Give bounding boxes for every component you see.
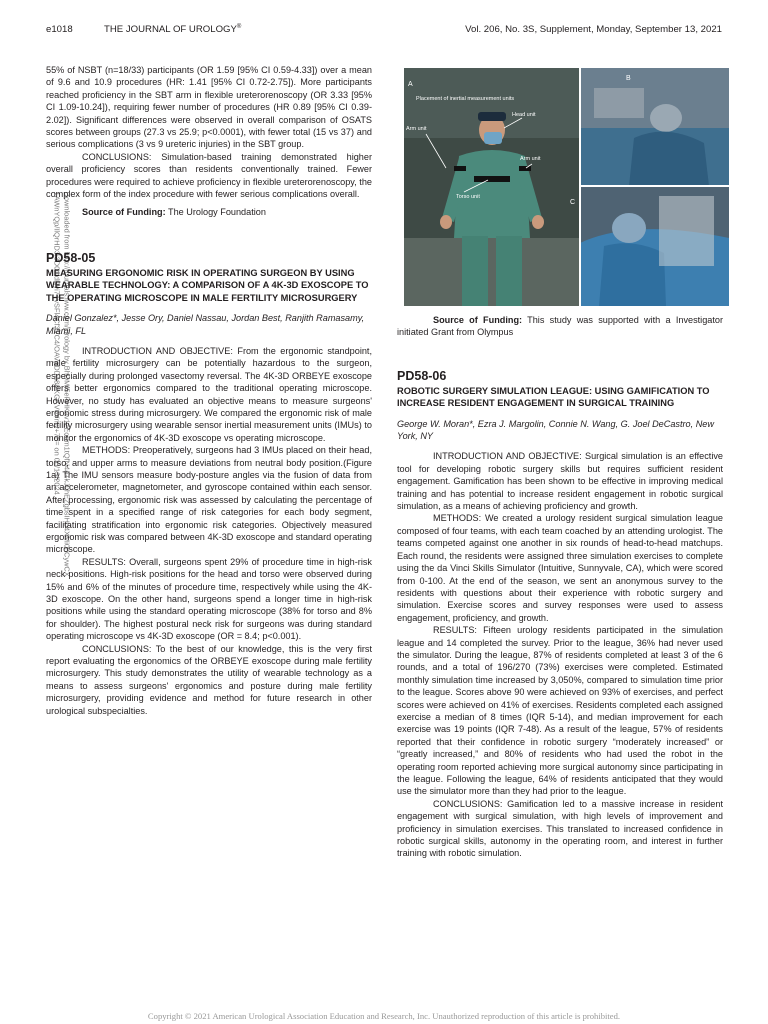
abstract-conclusions: CONCLUSIONS: Gamification led to a massive increase in resident engagement with surgical simulation, with high levels of improvement and proficiency in simulation exercises. This translated to increased confidence in robotic surgical skills, autonomy in the operating room, and interest in further training with robotic simulation. [397, 798, 723, 859]
figure-label-placement: Placement of inertial measurement units [416, 96, 515, 102]
abstract-id: PD58-06 [397, 368, 447, 383]
abstract-results: RESULTS: Fifteen urology residents participated in the simulation league and 14 completed the survey. Prior to the league, 36% had never used the simulator. During the league, 87% of residents completed at least 3 of the 6 rounds, and a total of 196/270 (73%) exercises were completed. Estimated monthly simulation time increased by 3,050%, compared to simulation time prior to the league. Scores above 90 were achieved on 93% of exercises, and perfect scores were achieved on 41% of exercises. Residents completed each assigned exercise a median of 8 times (IQR 5-14), and median improvement for each exercise was 19 points (IQR 7-48). As a result of the league, 57% of residents reported that their confidence in robotic surgery “moderately increased” or “greatly increased,” and 80% of residents who had used the robot in the operating room reported achieving more surgical autonomy since participating in the league. Following the league, 64% of residents anticipated that they would use the simulator more than they had prior to the league. [397, 625, 723, 797]
figure-label-arm-left: Arm unit [406, 126, 427, 132]
funding-label: Source of Funding: [82, 207, 166, 218]
prior-abstract-funding [46, 206, 372, 218]
figure-photo-composite [404, 68, 729, 306]
abstract-methods: METHODS: We created a urology resident surgical simulation league composed of four teams, with each team coached by an attending urologist. The teams competed against one another in six rounds of head-to-head matchups. Each round, the residents were assigned three simulation exercises to complete using the da Vinci Skills Simulator (Intuitive, Sunnyvale, CA), which were scored from 0-100. At the end of the season, we sent an anonymous survey to the residents with questions about their experience with robotic surgery and simulation. Exercise scores and survey responses were used to assess engagement, proficiency, and growth. [397, 513, 723, 623]
download-note-line1: Downloaded from http://journals.lww.com/jurology by BhDMf5ePHKav1zEoum1tQfN4a+kJLhEZgbsIHo4XMi0hCywCX [62, 191, 72, 577]
right-column [397, 314, 723, 860]
figure-label-torso: Torso unit [456, 194, 480, 200]
figure-1 [404, 68, 729, 306]
issue-info: Vol. 206, No. 3S, Supplement, Monday, September 13, 2021 [465, 24, 722, 35]
journal-title [104, 24, 241, 35]
figure-funding [397, 314, 723, 339]
registered-mark: ® [236, 24, 242, 30]
figure-panel-b-label: B [626, 75, 631, 82]
abstract-authors: George W. Moran*, Ezra J. Margolin, Connie N. Wang, G. Joel DeCastro, New York, NY [397, 418, 714, 442]
abstract-results: RESULTS: Overall, surgeons spent 29% of procedure time in high-risk neck positions. High-risk positions for the head and torso were observed during 15% and 6% of the minutes of procedure time, respectively while using the 4K-3D exoscope. On the other hand, surgeons spend a longer time in high-risk positions while using the standard operating microscope (38% for torso and 8% for shoulder). The highest postural neck risk for surgeons was during standard operating microscope vs 4K-3D exoscope (OR = 8.4; p<0.001). [46, 556, 372, 642]
copyright-footer: Copyright © 2021 American Urological Association Education and Research, Inc. Unauthorized reproduction of this article is prohibited. [147, 1011, 621, 1021]
abstract-title: MEASURING ERGONOMIC RISK IN OPERATING SURGEON BY USING WEARABLE TECHNOLOGY: A COMPARISON OF A 4K-3D EXOSCOPE TO THE OPERATING MICROSCOPE IN MALE FERTILITY MICROSURGERY [46, 267, 369, 303]
prior-abstract-conclusions: CONCLUSIONS: Simulation-based training demonstrated higher overall proficiency scores than residents conventionally trained. Fewer procedures were required to achieve proficiency in flexible ureterorenoscopy, the complex form of the index procedure with fewer serious complications overall. [46, 151, 372, 200]
download-note-line2: 1AWnYQp/IlQrHD3i3D0OdRyi7TvSFl4Cf3VC4/OAVpDDa8KKGKV0Ymy+78= on 06/13/2024 [53, 191, 62, 495]
abstract-conclusions: CONCLUSIONS: To the best of our knowledge, this is the very first report evaluating the ergonomics of the ORBEYE exoscope during male fertility microsurgery. This study demonstrates the utility of wearable technology as a means to assess surgeons' ergonomics and posture during male fertility microsurgery, providing evidence and method for future research in other urological subspecialties. [46, 643, 372, 716]
figure-label-head: Head unit [512, 112, 536, 118]
page-number: e1018 [46, 24, 73, 35]
abstract-methods: METHODS: Preoperatively, surgeons had 3 IMUs placed on their head, torso, and upper arms to measure deviations from neutral body position.(Figure 1a) The IMU sensors measure body-posture angles via the fusion of data from an accelerometer, magnetometer, and gyroscope contained within each sensor. After processing, ergonomic risk was assessed by calculating the percentage of time spent in a specified range of risk categories for each body segment, facilitating stratification into ergonomic risk categories. Objectively measured ergonomic risk was compared between 4K-3D exoscope and standard operating microscope. [46, 445, 372, 555]
left-column [46, 64, 372, 717]
abstract-introduction: INTRODUCTION AND OBJECTIVE: Surgical simulation is an effective tool for developing robotic surgery skills but requires sufficient resident engagement. Gamification has been shown to be effective in improving medical training and has potential to increase resident engagement in robotic surgical simulation, as a means of achieving proficiency and growth. [397, 451, 723, 512]
figure-panel-c-label: C [570, 199, 576, 206]
figure-panel-a-label: A [408, 81, 413, 88]
funding-text: This study was supported with a Investigator initiated Grant from Olympus [397, 315, 724, 338]
abstract-authors: Daniel Gonzalez*, Jesse Ory, Daniel Nassau, Jordan Best, Ranjith Ramasamy, Miami, FL [46, 313, 365, 336]
abstract-id: PD58-05 [46, 250, 96, 265]
figure-label-arm-right: Arm unit [520, 156, 541, 162]
funding-text: The Urology Foundation [165, 207, 266, 218]
funding-label: Source of Funding: [433, 315, 523, 325]
abstract-introduction: INTRODUCTION AND OBJECTIVE: From the ergonomic standpoint, male fertility microsurgery can be potentially hazardous to the surgeon, especially during prolonged vasectomy reversal. The 4K-3D ORBEYE exoscope offers better ergonomics compared to the traditional operating microscope. However, no study has evaluated an objective means to measure surgeons' ergonomic stress during microsurgery. We compared the ergonomic risk of male fertility microsurgery using wearable sensor inertial measurement units (IMUs) to monitor the ergonomics of 4K-3D exoscope vs operating microscope. [46, 345, 372, 443]
journal-name: THE JOURNAL OF UROLOGY [104, 24, 237, 36]
abstract-title: ROBOTIC SURGERY SIMULATION LEAGUE: USING GAMIFICATION TO INCREASE RESIDENT ENGAGEMENT IN SURGICAL TRAINING [397, 385, 710, 409]
prior-abstract-results: 55% of NSBT (n=18/33) participants (OR 1.59 [95% CI 0.59-4.33]) over a mean of 9.6 and 10.9 procedures (HR: 1.41 [95% CI 0.72-2.75]). More participants reached proficiency in the SBT arm in flexible ureterorenoscopy (OR 3.33 [95% CI 1.09-10.24]), requiring fewer number of procedures (HR 0.89 [95% CI 0.39-2.02]). Significant differences were observed in overall comparison of OSATS scores between groups (27.3 vs 25.9; p<0.0001), with fewer total (15 vs 37) and serious complications (3 vs 9 ureteric injuries) in the SBT group. [46, 65, 372, 150]
